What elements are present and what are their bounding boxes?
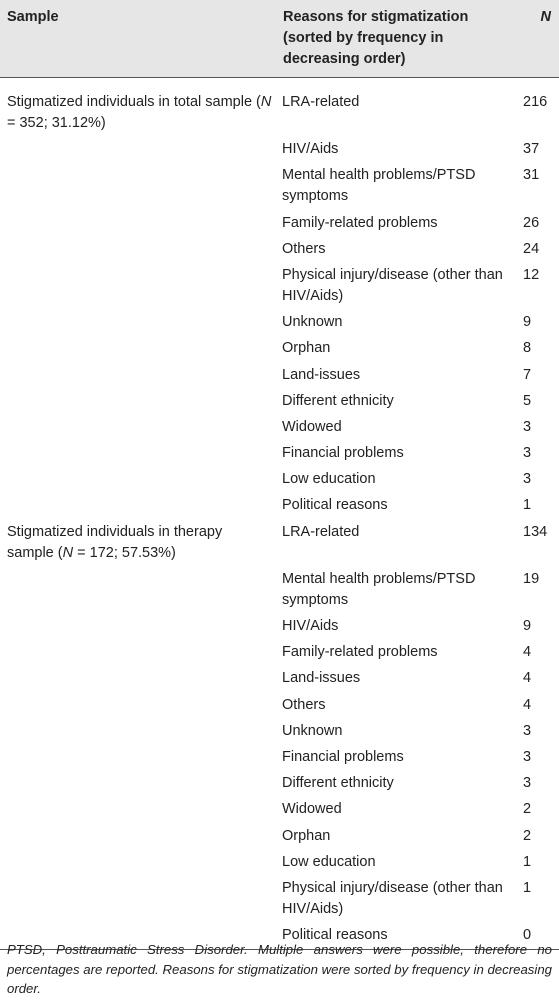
reason-cell: Unknown — [282, 722, 343, 739]
table-row — [0, 640, 559, 666]
table-row — [0, 163, 559, 210]
header-row — [0, 0, 559, 78]
reason-cell: Mental health problems/PTSD symptoms — [282, 570, 476, 608]
header-reasons: Reasons for stigmatization (sorted by frequency in decreasing order) — [283, 9, 469, 67]
table-row — [0, 236, 559, 262]
count-cell: 8 — [523, 340, 532, 357]
reason-cell: Others — [282, 240, 326, 257]
reason-cell: Widowed — [282, 418, 342, 435]
count-cell: 1 — [523, 853, 532, 870]
sample-cell — [0, 163, 276, 210]
reason-cell: Different ethnicity — [282, 392, 394, 409]
sample-n-value: = 172; 57.53%) — [73, 544, 176, 561]
count-cell: 3 — [523, 722, 532, 739]
table-row — [0, 875, 559, 922]
table-row — [0, 78, 559, 137]
table-row — [0, 336, 559, 362]
reason-cell: Widowed — [282, 801, 342, 818]
reason-cell: Financial problems — [282, 445, 404, 462]
sample-cell — [0, 640, 276, 666]
count-cell: 0 — [523, 927, 532, 944]
reason-cell: Political reasons — [282, 497, 388, 514]
sample-cell — [0, 718, 276, 744]
reason-cell: Low education — [282, 471, 376, 488]
count-cell: 3 — [523, 775, 532, 792]
sample-cell — [0, 262, 276, 309]
sample-cell — [0, 692, 276, 718]
sample-n-prefix: ( — [256, 94, 261, 110]
sample-cell — [0, 797, 276, 823]
reason-cell: HIV/Aids — [282, 141, 339, 158]
sample-cell — [0, 440, 276, 466]
table-row — [0, 493, 559, 519]
table-header — [0, 0, 559, 78]
count-cell: 216 — [523, 94, 548, 110]
sample-cell — [0, 236, 276, 262]
count-cell: 5 — [523, 392, 532, 409]
count-cell: 19 — [523, 570, 540, 587]
count-cell: 3 — [523, 748, 532, 765]
header-n: N — [540, 9, 551, 25]
sample-cell — [0, 78, 276, 137]
sample-n-prefix: ( — [57, 544, 63, 561]
sample-cell — [0, 875, 276, 922]
table-row — [0, 692, 559, 718]
table-row — [0, 388, 559, 414]
sample-cell — [0, 849, 276, 875]
table-row — [0, 771, 559, 797]
sample-cell — [0, 137, 276, 163]
sample-cell — [0, 388, 276, 414]
table-row — [0, 137, 559, 163]
count-cell: 4 — [523, 644, 532, 661]
count-cell: 37 — [523, 141, 540, 158]
table-row — [0, 467, 559, 493]
count-cell: 4 — [523, 670, 532, 687]
header-sample: Sample — [7, 9, 59, 25]
count-cell: 9 — [523, 314, 532, 331]
reason-cell: LRA-related — [282, 94, 360, 110]
reason-cell: Low education — [282, 853, 376, 870]
table-row — [0, 666, 559, 692]
sample-n-value: = 352; 31.12%) — [7, 115, 106, 131]
reason-cell: Physical injury/disease (other than HIV/Aids) — [282, 879, 503, 917]
sample-label: Stigmatized individuals in total sample — [7, 94, 253, 110]
count-cell: 3 — [523, 471, 532, 488]
sample-cell — [0, 613, 276, 639]
table-row — [0, 718, 559, 744]
count-cell: 9 — [523, 618, 532, 634]
count-cell: 3 — [523, 445, 532, 462]
count-cell: 4 — [523, 696, 532, 713]
table-row — [0, 210, 559, 236]
table-row — [0, 823, 559, 849]
table-row — [0, 849, 559, 875]
table-row — [0, 566, 559, 613]
sample-cell — [0, 566, 276, 613]
reason-cell: Others — [282, 696, 326, 713]
sample-n-variable: N — [260, 94, 272, 110]
count-cell: 2 — [523, 801, 532, 818]
table-row — [0, 797, 559, 823]
count-cell: 26 — [523, 214, 540, 231]
table-row — [0, 519, 559, 566]
reason-cell: Political reasons — [282, 927, 388, 944]
sample-cell — [0, 467, 276, 493]
reason-cell: LRA-related — [282, 523, 360, 540]
count-cell: 7 — [523, 366, 532, 383]
reason-cell: Orphan — [282, 827, 331, 844]
reason-cell: Physical injury/disease (other than HIV/Aids) — [282, 266, 503, 304]
count-cell: 134 — [523, 523, 548, 540]
reason-cell: HIV/Aids — [282, 618, 339, 634]
count-cell: 1 — [523, 497, 532, 514]
table-footnote: PTSD, Posttraumatic Stress Disorder. Multiple answers were possible, therefore no percentages are reported. Reasons for stigmatization were sorted by frequency in decreasing order. — [7, 942, 552, 996]
reason-cell: Unknown — [282, 314, 343, 331]
sample-n-variable: N — [62, 544, 74, 561]
count-cell: 1 — [523, 879, 532, 896]
count-cell: 24 — [523, 240, 540, 257]
sample-cell — [0, 362, 276, 388]
reason-cell: Financial problems — [282, 748, 404, 765]
sample-cell — [0, 744, 276, 770]
sample-label: Stigmatized individuals in therapy sample — [7, 523, 223, 561]
reason-cell: Land-issues — [282, 366, 361, 383]
sample-cell — [0, 336, 276, 362]
sample-cell — [0, 493, 276, 519]
table-body — [0, 78, 559, 950]
reason-cell: Different ethnicity — [282, 775, 394, 792]
table-row — [0, 613, 559, 639]
table-row — [0, 414, 559, 440]
sample-cell — [0, 666, 276, 692]
reason-cell: Family-related problems — [282, 644, 438, 661]
reason-cell: Land-issues — [282, 670, 361, 687]
count-cell: 12 — [523, 266, 540, 283]
sample-cell — [0, 210, 276, 236]
count-cell: 3 — [523, 418, 532, 435]
reason-cell: Mental health problems/PTSD symptoms — [282, 167, 476, 205]
table-row — [0, 362, 559, 388]
sample-cell — [0, 823, 276, 849]
count-cell: 2 — [523, 827, 532, 844]
sample-cell — [0, 310, 276, 336]
sample-cell — [0, 771, 276, 797]
count-cell: 31 — [523, 167, 540, 184]
sample-cell — [0, 519, 276, 566]
table-row — [0, 440, 559, 466]
sample-cell — [0, 414, 276, 440]
table-row — [0, 744, 559, 770]
table-row — [0, 262, 559, 309]
reason-cell: Orphan — [282, 340, 331, 357]
table-row — [0, 310, 559, 336]
reason-cell: Family-related problems — [282, 214, 438, 231]
